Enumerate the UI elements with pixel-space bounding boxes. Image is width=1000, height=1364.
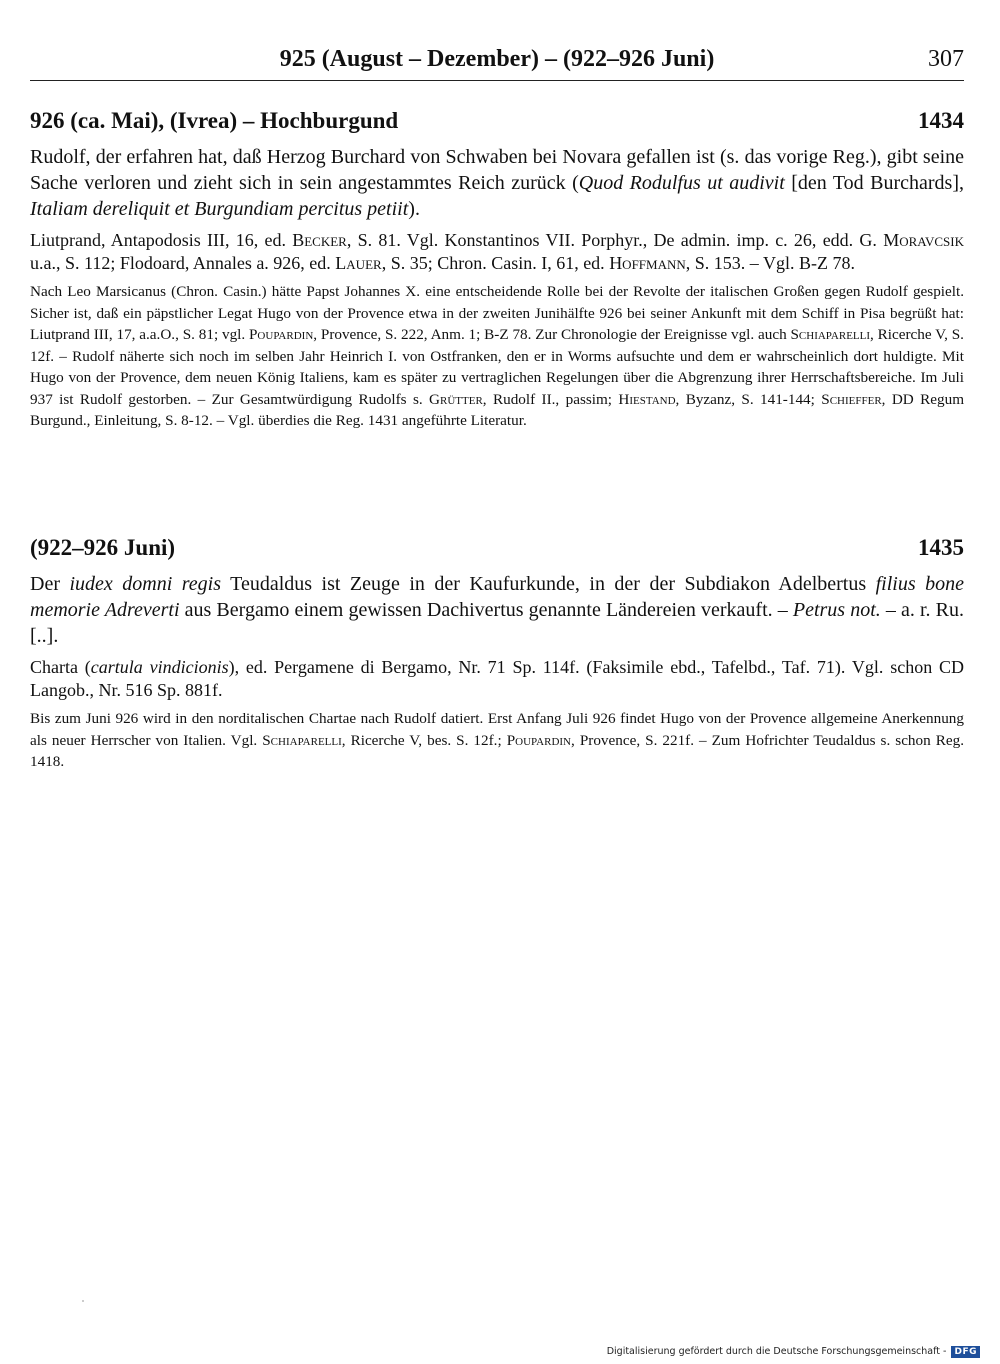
source-latin-term: cartula vindicionis xyxy=(90,657,229,677)
dfg-logo: DFG xyxy=(951,1346,980,1358)
author-name: Grütter xyxy=(429,390,483,408)
regest-text-part: [den Tod Burchards], xyxy=(784,172,964,194)
author-name: Hiestand xyxy=(618,390,676,408)
regest-entry-1435 xyxy=(30,535,964,773)
regest-latin-quote: Petrus not. xyxy=(792,599,881,621)
author-name: Schiaparelli xyxy=(790,326,871,343)
entry-date-place: 926 (ca. Mai), (Ivrea) – Hochburgund xyxy=(30,108,399,133)
author-name: Schiaparelli xyxy=(262,731,342,749)
footer-text: Digitalisierung gefördert durch die Deutsche Forschungsgemeinschaft - xyxy=(606,1346,947,1357)
regest-latin-quote: Italiam dereliquit et Burgundiam percitus petiit xyxy=(30,198,409,220)
regest-text xyxy=(30,144,964,222)
regest-text-part: Rudolf, der erfahren hat, daß Herzog Burchard von Schwaben bei Novara gefallen ist (s. das vorige Reg.), gibt seine Sache verloren und zieht sich in sein angestammtes Reich zurück ( xyxy=(30,146,964,194)
commentary-text-part: , Byzanz, S. 141-144; xyxy=(675,390,822,408)
commentary-text-part: , Provence, S. 221f. – Zum Hofrichter Teudaldus s. schon Reg. 1418. xyxy=(30,731,964,770)
regest-text xyxy=(30,571,964,649)
source-references xyxy=(30,229,964,274)
entry-register-number: 1434 xyxy=(918,108,964,133)
editor-name: Moravcsik xyxy=(883,230,964,250)
commentary-text-part: , Ricerche V, S. 12f. – Rudolf näherte sich noch im selben Jahr Heinrich I. von Ostfranken, den er in Worms aufsuchte und dem er wahrscheinlich dort huldigte. Mit Hugo von der Provence, dem neuen König Italiens, kam es später zu vertraglichen Regelungen über die Abgrenzung ihrer Herrschaftsbereiche. Im Juli 937 ist Rudolf gestorben. – Zur Gesamtwürdigung Rudolfs s. xyxy=(30,326,964,408)
commentary xyxy=(30,281,964,432)
running-title: 925 (August – Dezember) – (922–926 Juni) xyxy=(279,46,715,72)
entry-register-number: 1435 xyxy=(918,535,964,560)
source-text-part: , S. 81. Vgl. Konstantinos VII. Porphyr., De admin. imp. c. 26, edd. G. xyxy=(346,230,884,250)
commentary xyxy=(30,708,964,773)
source-text-part: , S. 35; Chron. Casin. I, 61, ed. xyxy=(381,252,610,273)
author-name: Schieffer xyxy=(821,390,882,408)
running-head xyxy=(30,46,964,81)
regest-text-part: Der xyxy=(30,573,70,595)
regest-text-part: – a. r. Ru. [..]. xyxy=(30,599,964,647)
author-name: Poupardin xyxy=(506,731,571,749)
entry-heading xyxy=(30,108,964,140)
scan-speck xyxy=(82,1300,84,1302)
commentary-text-part: Bis zum Juni 926 wird in den norditalischen Chartae nach Rudolf datiert. Erst Anfang Juli 926 findet Hugo von der Provence allgemeine Anerkennung als neuer Herrscher von Italien. Vgl. xyxy=(30,710,964,749)
commentary-text-part: Nach Leo Marsicanus (Chron. Casin.) hätte Papst Johannes X. eine entscheidende Rolle bei der Revolte der italischen Großen gegen Rudolf gespielt. Sicher ist, daß ein päpstlicher Legat Hugo von der Provence etwa in der zweiten Junihälfte 926 bei seiner Ankunft mit dem Schiff in Pisa begrüßt hat: Liutprand III, 17, a.a.O., S. 81; vgl. xyxy=(30,283,964,343)
entry-heading xyxy=(30,535,964,567)
commentary-text-part: , DD Regum Burgund., Einleitung, S. 8-12. – Vgl. überdies die Reg. 1431 angeführte Literatur. xyxy=(30,390,965,429)
source-references xyxy=(30,656,964,701)
regest-latin-quote: Quod Rodulfus ut audivit xyxy=(578,172,785,194)
source-text-part: , S. 153. – Vgl. B-Z 78. xyxy=(685,252,855,273)
source-text-part: Liutprand, Antapodosis III, 16, ed. xyxy=(30,230,293,250)
editor-name: Becker xyxy=(292,230,347,250)
commentary-text-part: , Rudolf II., passim; xyxy=(482,390,619,408)
source-text-part: ), ed. Pergamene di Bergamo, Nr. 71 Sp. 114f. (Faksimile ebd., Tafelbd., Taf. 71). Vgl. schon CD Langob., Nr. 516 Sp. 881f. xyxy=(30,657,964,700)
regest-text-part: Teudaldus ist Zeuge in der Kaufurkunde, in der der Subdiakon Adelbertus xyxy=(221,573,876,595)
editor-name: Lauer xyxy=(335,252,382,273)
digitization-footer xyxy=(607,1346,980,1358)
author-name: Poupardin xyxy=(248,326,314,343)
source-text-part: u.a., S. 112; Flodoard, Annales a. 926, ed. xyxy=(30,252,336,273)
source-text-part: Charta ( xyxy=(30,657,91,677)
regest-latin-quote: filius bone memorie Adreverti xyxy=(30,573,964,621)
page-number: 307 xyxy=(928,46,964,72)
commentary-text-part: , Ricerche V, bes. S. 12f.; xyxy=(341,731,507,749)
regest-latin-quote: iudex domni regis xyxy=(69,573,221,595)
regest-entry-1434 xyxy=(30,108,964,432)
regest-text-part: aus Bergamo einem gewissen Dachivertus genannte Ländereien verkauft. – xyxy=(179,599,793,621)
commentary-text-part: , Provence, S. 222, Anm. 1; B-Z 78. Zur Chronologie der Ereignisse vgl. auch xyxy=(313,326,791,343)
editor-name: Hoffmann xyxy=(609,252,686,273)
entry-date-place: (922–926 Juni) xyxy=(30,535,176,560)
regest-text-part: ). xyxy=(408,198,420,220)
